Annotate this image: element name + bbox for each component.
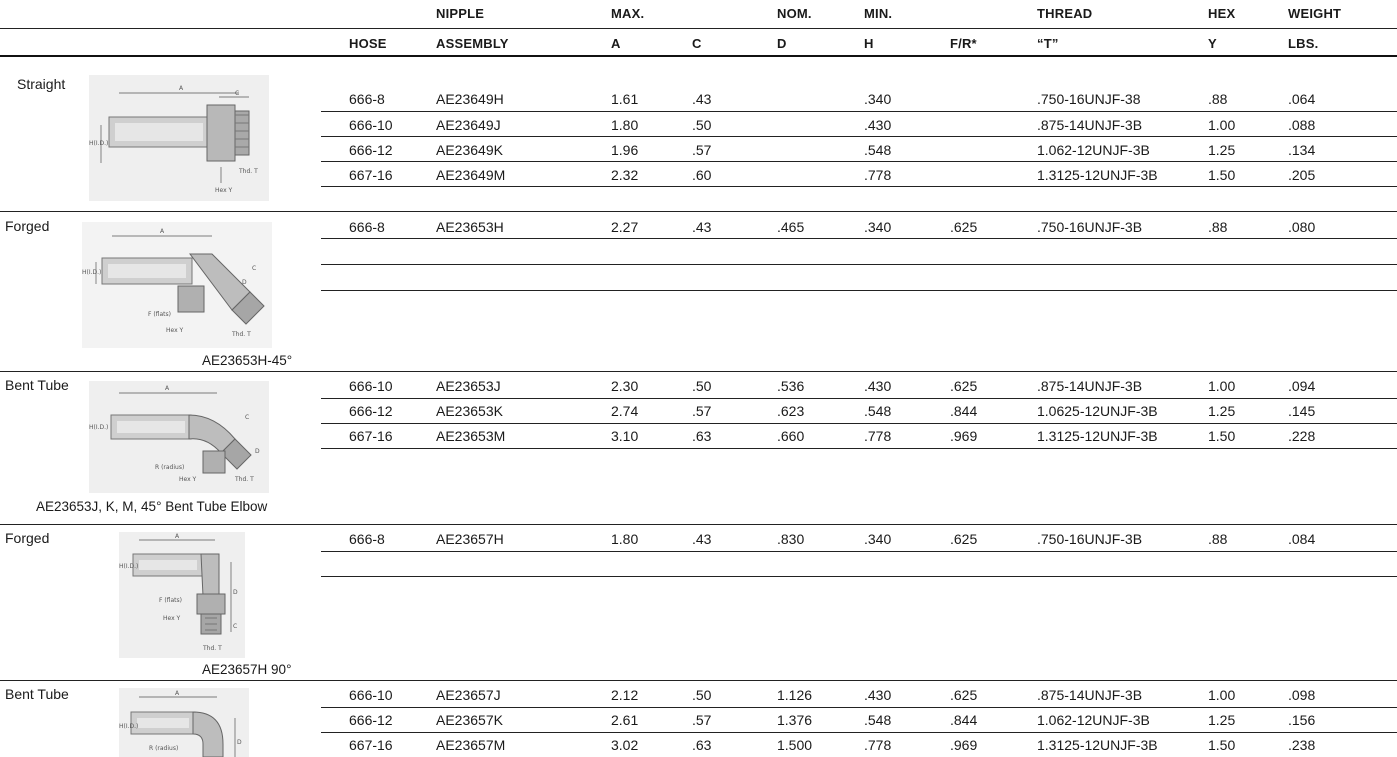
cell-weight: .134 xyxy=(1288,142,1316,158)
dim-label: D xyxy=(242,279,247,286)
cell-hose: 667-16 xyxy=(349,167,393,183)
header-divider xyxy=(0,28,1397,29)
row-rule xyxy=(321,398,1397,399)
dim-label: C xyxy=(235,90,240,97)
header-bottom-rule xyxy=(0,55,1397,57)
cell-hex: 1.25 xyxy=(1208,403,1236,419)
header-thread: THREAD xyxy=(1037,6,1093,21)
cell-hex: 1.25 xyxy=(1208,142,1236,158)
cell-hose: 666-12 xyxy=(349,712,393,728)
cell-hex: 1.50 xyxy=(1208,737,1236,753)
cell-weight: .145 xyxy=(1288,403,1316,419)
dim-label: C xyxy=(233,623,238,630)
section-divider xyxy=(0,680,1397,681)
cell-d: .536 xyxy=(777,378,805,394)
header-d: D xyxy=(777,36,787,51)
cell-assembly: AE23649J xyxy=(436,117,501,133)
cell-thread: .750-16UNJF-38 xyxy=(1037,91,1141,107)
dim-label: Thd. T xyxy=(203,645,222,652)
dim-label: A xyxy=(160,228,165,235)
dim-label: Thd. T xyxy=(239,168,258,175)
cell-assembly: AE23653M xyxy=(436,428,506,444)
dim-label: A xyxy=(179,85,184,92)
dim-label: H(I.D.) xyxy=(89,424,109,431)
header-weight: WEIGHT xyxy=(1288,6,1342,21)
row-rule xyxy=(321,423,1397,424)
dim-label: H(I.D.) xyxy=(119,723,139,730)
cell-h: .778 xyxy=(864,428,892,444)
cell-assembly: AE23649M xyxy=(436,167,506,183)
dim-label: C xyxy=(245,414,250,421)
header-hose: HOSE xyxy=(349,36,387,51)
cell-assembly: AE23649H xyxy=(436,91,504,107)
section-divider xyxy=(0,211,1397,212)
cell-hose: 666-12 xyxy=(349,142,393,158)
cell-a: 2.32 xyxy=(611,167,639,183)
cell-thread: .875-14UNJF-3B xyxy=(1037,117,1143,133)
header-assembly: ASSEMBLY xyxy=(436,36,509,51)
cell-hex: 1.50 xyxy=(1208,167,1236,183)
cell-thread: 1.062-12UNJF-3B xyxy=(1037,712,1150,728)
cell-assembly: AE23653K xyxy=(436,403,503,419)
cell-d: .830 xyxy=(777,531,805,547)
cell-thread: .750-16UNJF-3B xyxy=(1037,219,1143,235)
cell-hose: 666-8 xyxy=(349,91,385,107)
dim-label: A xyxy=(175,690,180,697)
bent-tube-90-fitting-diagram xyxy=(119,688,249,757)
cell-assembly: AE23653H xyxy=(436,219,504,235)
dim-label: H(I.D.) xyxy=(119,563,139,570)
cell-c: .60 xyxy=(692,167,712,183)
cell-a: 2.30 xyxy=(611,378,639,394)
header-hex: HEX xyxy=(1208,6,1236,21)
cell-c: .57 xyxy=(692,403,712,419)
row-rule xyxy=(321,161,1397,162)
cell-assembly: AE23657K xyxy=(436,712,503,728)
row-rule xyxy=(321,576,1397,577)
dim-label: F (flats) xyxy=(159,597,182,604)
cell-h: .548 xyxy=(864,142,892,158)
dim-label: F (flats) xyxy=(148,311,171,318)
row-rule xyxy=(321,290,1397,291)
cell-weight: .205 xyxy=(1288,167,1316,183)
row-rule xyxy=(321,732,1397,733)
cell-fr: .625 xyxy=(950,531,978,547)
dim-label: D xyxy=(255,448,260,455)
dim-label: A xyxy=(175,533,180,540)
cell-assembly: AE23649K xyxy=(436,142,503,158)
cell-fr: .625 xyxy=(950,378,978,394)
cell-hex: .88 xyxy=(1208,531,1228,547)
section-label-bent-tube-45: Bent Tube xyxy=(5,377,69,393)
dim-label: R (radius) xyxy=(155,464,185,471)
cell-thread: 1.3125-12UNJF-3B xyxy=(1037,167,1158,183)
cell-hose: 666-10 xyxy=(349,687,393,703)
caption-bent-tube-45: AE23653J, K, M, 45° Bent Tube Elbow xyxy=(36,499,268,514)
dim-label: Thd. T xyxy=(235,476,254,483)
cell-h: .778 xyxy=(864,737,892,753)
cell-h: .340 xyxy=(864,91,892,107)
cell-h: .340 xyxy=(864,219,892,235)
header-y: Y xyxy=(1208,36,1217,51)
cell-weight: .228 xyxy=(1288,428,1316,444)
row-rule xyxy=(321,111,1397,112)
cell-a: 2.74 xyxy=(611,403,639,419)
header-a: A xyxy=(611,36,621,51)
cell-c: .63 xyxy=(692,737,712,753)
cell-hose: 666-8 xyxy=(349,219,385,235)
cell-a: 3.10 xyxy=(611,428,639,444)
cell-hose: 666-12 xyxy=(349,403,393,419)
cell-weight: .080 xyxy=(1288,219,1316,235)
cell-assembly: AE23657H xyxy=(436,531,504,547)
row-rule xyxy=(321,238,1397,239)
cell-d: 1.376 xyxy=(777,712,813,728)
header-h: H xyxy=(864,36,874,51)
dim-label: Hex Y xyxy=(163,615,181,622)
header-lbs: LBS. xyxy=(1288,36,1319,51)
cell-a: 1.96 xyxy=(611,142,639,158)
cell-a: 3.02 xyxy=(611,737,639,753)
cell-thread: 1.062-12UNJF-3B xyxy=(1037,142,1150,158)
header-c: C xyxy=(692,36,702,51)
cell-c: .43 xyxy=(692,219,712,235)
header-nipple: NIPPLE xyxy=(436,6,485,21)
cell-weight: .156 xyxy=(1288,712,1316,728)
cell-d: .465 xyxy=(777,219,805,235)
cell-c: .57 xyxy=(692,142,712,158)
cell-hex: 1.25 xyxy=(1208,712,1236,728)
straight-fitting-diagram xyxy=(89,75,269,201)
cell-weight: .088 xyxy=(1288,117,1316,133)
cell-a: 1.80 xyxy=(611,117,639,133)
cell-hex: .88 xyxy=(1208,91,1228,107)
section-label-straight: Straight xyxy=(17,76,66,92)
dim-label: R (radius) xyxy=(149,745,179,752)
cell-d: .623 xyxy=(777,403,805,419)
cell-fr: .625 xyxy=(950,219,978,235)
section-label-forged-45: Forged xyxy=(5,218,50,234)
header-nom: NOM. xyxy=(777,6,812,21)
cell-hex: 1.00 xyxy=(1208,378,1236,394)
dim-label: Thd. T xyxy=(232,331,251,338)
caption-forged-45: AE23653H-45° xyxy=(202,353,293,368)
row-rule xyxy=(321,707,1397,708)
cell-c: .57 xyxy=(692,712,712,728)
section-divider xyxy=(0,524,1397,525)
row-rule xyxy=(321,551,1397,552)
dim-label: Hex Y xyxy=(179,476,197,483)
cell-thread: .875-14UNJF-3B xyxy=(1037,687,1143,703)
dim-label: C xyxy=(252,265,257,272)
cell-hose: 666-8 xyxy=(349,531,385,547)
cell-a: 1.61 xyxy=(611,91,639,107)
cell-thread: .875-14UNJF-3B xyxy=(1037,378,1143,394)
cell-weight: .094 xyxy=(1288,378,1316,394)
cell-hose: 666-10 xyxy=(349,117,393,133)
cell-h: .778 xyxy=(864,167,892,183)
dim-label: D xyxy=(233,589,238,596)
cell-h: .548 xyxy=(864,712,892,728)
cell-hex: 1.00 xyxy=(1208,117,1236,133)
cell-a: 2.61 xyxy=(611,712,639,728)
cell-hex: 1.00 xyxy=(1208,687,1236,703)
cell-a: 2.12 xyxy=(611,687,639,703)
cell-c: .50 xyxy=(692,378,712,394)
dim-label: D xyxy=(237,739,242,746)
section-label-bent-tube-90: Bent Tube xyxy=(5,686,69,702)
cell-h: .430 xyxy=(864,117,892,133)
cell-fr: .969 xyxy=(950,428,978,444)
cell-a: 1.80 xyxy=(611,531,639,547)
cell-hex: 1.50 xyxy=(1208,428,1236,444)
row-rule xyxy=(321,186,1397,187)
row-rule xyxy=(321,264,1397,265)
row-rule xyxy=(321,448,1397,449)
cell-d: 1.126 xyxy=(777,687,813,703)
cell-weight: .238 xyxy=(1288,737,1316,753)
dim-label: A xyxy=(165,385,170,392)
cell-thread: 1.0625-12UNJF-3B xyxy=(1037,403,1158,419)
caption-forged-90: AE23657H 90° xyxy=(202,662,292,677)
cell-a: 2.27 xyxy=(611,219,639,235)
row-rule xyxy=(321,136,1397,137)
cell-c: .50 xyxy=(692,687,712,703)
cell-thread: 1.3125-12UNJF-3B xyxy=(1037,737,1158,753)
dim-label: H(I.D.) xyxy=(89,140,109,147)
cell-c: .43 xyxy=(692,91,712,107)
cell-assembly: AE23657J xyxy=(436,687,501,703)
cell-h: .430 xyxy=(864,378,892,394)
cell-fr: .969 xyxy=(950,737,978,753)
cell-hex: .88 xyxy=(1208,219,1228,235)
cell-weight: .084 xyxy=(1288,531,1316,547)
cell-d: 1.500 xyxy=(777,737,813,753)
cell-thread: .750-16UNJF-3B xyxy=(1037,531,1143,547)
cell-hose: 667-16 xyxy=(349,737,393,753)
cell-fr: .844 xyxy=(950,712,978,728)
forged-45-fitting-diagram xyxy=(82,222,272,348)
cell-weight: .098 xyxy=(1288,687,1316,703)
cell-h: .430 xyxy=(864,687,892,703)
cell-fr: .625 xyxy=(950,687,978,703)
cell-h: .340 xyxy=(864,531,892,547)
dim-label: Hex Y xyxy=(215,187,233,194)
dim-label: H(I.D.) xyxy=(82,269,102,276)
section-divider xyxy=(0,371,1397,372)
cell-c: .63 xyxy=(692,428,712,444)
bent-tube-45-fitting-diagram xyxy=(89,381,269,493)
header-fr: F/R* xyxy=(950,36,977,51)
cell-hose: 666-10 xyxy=(349,378,393,394)
cell-c: .50 xyxy=(692,117,712,133)
cell-assembly: AE23653J xyxy=(436,378,501,394)
header-t: “T” xyxy=(1037,36,1059,51)
cell-hose: 667-16 xyxy=(349,428,393,444)
section-label-forged-90: Forged xyxy=(5,530,50,546)
cell-c: .43 xyxy=(692,531,712,547)
cell-assembly: AE23657M xyxy=(436,737,506,753)
header-min: MIN. xyxy=(864,6,893,21)
forged-90-fitting-diagram xyxy=(119,532,245,658)
dim-label: Hex Y xyxy=(166,327,184,334)
cell-fr: .844 xyxy=(950,403,978,419)
cell-d: .660 xyxy=(777,428,805,444)
cell-weight: .064 xyxy=(1288,91,1316,107)
cell-h: .548 xyxy=(864,403,892,419)
cell-thread: 1.3125-12UNJF-3B xyxy=(1037,428,1158,444)
header-max: MAX. xyxy=(611,6,645,21)
